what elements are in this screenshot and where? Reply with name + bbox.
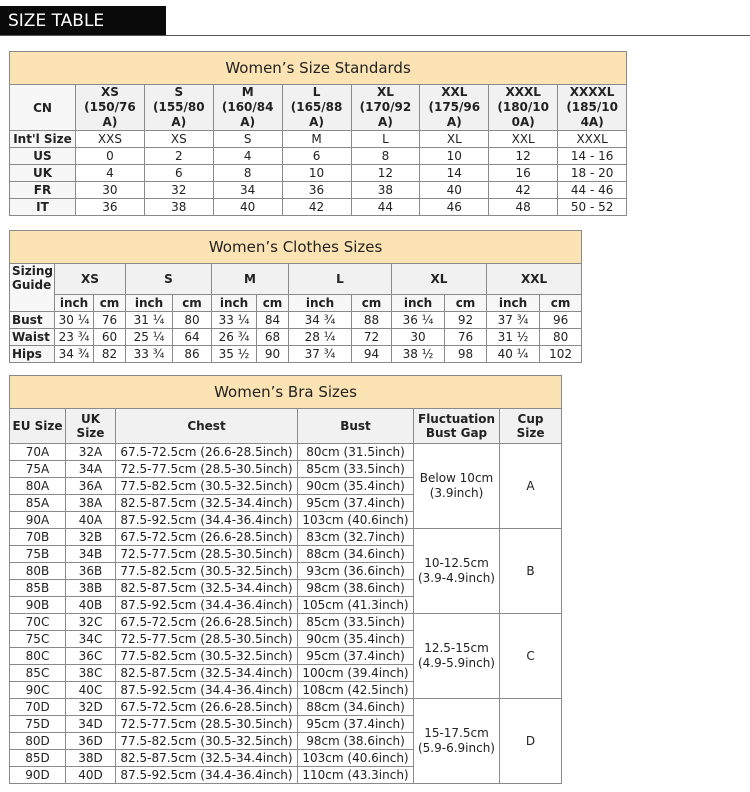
- chest-cell: 72.5-77.5cm (28.5-30.5inch): [116, 461, 298, 478]
- cell: 82: [94, 346, 126, 363]
- unit-header: inch: [126, 295, 173, 312]
- cell: 25 ¼: [126, 329, 173, 346]
- cell: 76: [445, 329, 487, 346]
- cell: 94: [352, 346, 392, 363]
- table-row: [10, 529, 562, 546]
- size-header: XXL (175/96 A): [420, 85, 489, 131]
- eu-size-cell: 85C: [10, 665, 66, 682]
- cell: 48: [489, 199, 558, 216]
- cell: 18 - 20: [558, 165, 627, 182]
- eu-size-cell: 80D: [10, 733, 66, 750]
- cell: 2: [144, 148, 213, 165]
- cell: 80: [173, 312, 212, 329]
- bust-cell: 93cm (36.6inch): [298, 563, 414, 580]
- eu-size-cell: 75A: [10, 461, 66, 478]
- cell: 16: [489, 165, 558, 182]
- cell: 40 ¼: [487, 346, 540, 363]
- chest-cell: 77.5-82.5cm (30.5-32.5inch): [116, 478, 298, 495]
- bust-cell: 103cm (40.6inch): [298, 750, 414, 767]
- row-label: US: [10, 148, 76, 165]
- chest-cell: 67.5-72.5cm (26.6-28.5inch): [116, 614, 298, 631]
- cell: 10: [282, 165, 351, 182]
- uk-size-cell: 40A: [66, 512, 116, 529]
- cell: 31 ½: [487, 329, 540, 346]
- cell: 50 - 52: [558, 199, 627, 216]
- table-row: [10, 182, 627, 199]
- eu-size-cell: 85D: [10, 750, 66, 767]
- bust-cell: 105cm (41.3inch): [298, 597, 414, 614]
- fluctuation-cell: 15-17.5cm (5.9-6.9inch): [414, 699, 500, 784]
- bra-sizes-table: [9, 375, 562, 784]
- cell: 36: [282, 182, 351, 199]
- cell: 44: [351, 199, 420, 216]
- unit-header: cm: [445, 295, 487, 312]
- cell: 42: [282, 199, 351, 216]
- cell: 34: [213, 182, 282, 199]
- table-row: [10, 312, 582, 329]
- uk-size-cell: 36D: [66, 733, 116, 750]
- cell: L: [351, 131, 420, 148]
- cell: 38: [351, 182, 420, 199]
- eu-size-cell: 70B: [10, 529, 66, 546]
- sizing-guide-label: Sizing Guide: [10, 264, 55, 312]
- cell: 92: [445, 312, 487, 329]
- bust-cell: 95cm (37.4inch): [298, 495, 414, 512]
- uk-size-cell: 34B: [66, 546, 116, 563]
- cell: 30: [76, 182, 145, 199]
- size-header: L (165/88 A): [282, 85, 351, 131]
- cell: 36: [76, 199, 145, 216]
- chest-cell: 87.5-92.5cm (34.4-36.4inch): [116, 767, 298, 784]
- cell: 8: [213, 165, 282, 182]
- cell: 64: [173, 329, 212, 346]
- size-standards-caption: Women’s Size Standards: [10, 52, 627, 85]
- uk-size-cell: 32D: [66, 699, 116, 716]
- size-header: XXXXL (185/10 4A): [558, 85, 627, 131]
- cell: 33 ¼: [212, 312, 257, 329]
- table-row: [10, 329, 582, 346]
- chest-cell: 67.5-72.5cm (26.6-28.5inch): [116, 444, 298, 461]
- bust-cell: 98cm (38.6inch): [298, 733, 414, 750]
- eu-size-cell: 80A: [10, 478, 66, 495]
- cell: 4: [213, 148, 282, 165]
- cell: 6: [144, 165, 213, 182]
- unit-header: cm: [540, 295, 582, 312]
- uk-size-cell: 34D: [66, 716, 116, 733]
- cell: 31 ¼: [126, 312, 173, 329]
- cell: 14 - 16: [558, 148, 627, 165]
- unit-header: inch: [487, 295, 540, 312]
- cell: 35 ½: [212, 346, 257, 363]
- bust-cell: 100cm (39.4inch): [298, 665, 414, 682]
- eu-size-cell: 80B: [10, 563, 66, 580]
- size-header: M: [212, 264, 289, 295]
- cell: 12: [489, 148, 558, 165]
- bust-cell: 95cm (37.4inch): [298, 648, 414, 665]
- cell: 60: [94, 329, 126, 346]
- table-row: [10, 444, 562, 461]
- cup-size-cell: A: [500, 444, 562, 529]
- size-header: XS: [55, 264, 126, 295]
- fluctuation-cell: 10-12.5cm (3.9-4.9inch): [414, 529, 500, 614]
- cell: 102: [540, 346, 582, 363]
- size-header: XS (150/76 A): [76, 85, 145, 131]
- size-header: XXL: [487, 264, 582, 295]
- cell: 68: [257, 329, 289, 346]
- bust-cell: 85cm (33.5inch): [298, 461, 414, 478]
- row-label-cn: CN: [10, 85, 76, 131]
- chest-cell: 72.5-77.5cm (28.5-30.5inch): [116, 631, 298, 648]
- eu-size-cell: 90D: [10, 767, 66, 784]
- cell: 40: [420, 182, 489, 199]
- unit-header: cm: [94, 295, 126, 312]
- uk-size-cell: 40C: [66, 682, 116, 699]
- uk-size-cell: 32A: [66, 444, 116, 461]
- eu-size-cell: 90A: [10, 512, 66, 529]
- header-divider: [0, 35, 750, 36]
- chest-cell: 87.5-92.5cm (34.4-36.4inch): [116, 597, 298, 614]
- table-row: [10, 346, 582, 363]
- size-header: M (160/84 A): [213, 85, 282, 131]
- bra-sizes-caption: Women’s Bra Sizes: [10, 376, 562, 409]
- table-row: [10, 165, 627, 182]
- cell: M: [282, 131, 351, 148]
- eu-size-cell: 70A: [10, 444, 66, 461]
- uk-size-cell: 34C: [66, 631, 116, 648]
- row-label: UK: [10, 165, 76, 182]
- chest-cell: 82.5-87.5cm (32.5-34.4inch): [116, 750, 298, 767]
- uk-size-cell: 36C: [66, 648, 116, 665]
- cell: 8: [351, 148, 420, 165]
- cell: XS: [144, 131, 213, 148]
- cell: 80: [540, 329, 582, 346]
- cell: 26 ¾: [212, 329, 257, 346]
- cell: 37 ¾: [289, 346, 352, 363]
- cell: 34 ¾: [55, 346, 94, 363]
- uk-size-header: UK Size: [66, 409, 116, 444]
- bust-cell: 83cm (32.7inch): [298, 529, 414, 546]
- eu-size-cell: 75C: [10, 631, 66, 648]
- cell: 10: [420, 148, 489, 165]
- cell: XXXL: [558, 131, 627, 148]
- fluctuation-cell: Below 10cm (3.9inch): [414, 444, 500, 529]
- table-row: [10, 699, 562, 716]
- uk-size-cell: 38C: [66, 665, 116, 682]
- cell: 96: [540, 312, 582, 329]
- cell: 23 ¾: [55, 329, 94, 346]
- eu-size-cell: 85A: [10, 495, 66, 512]
- chest-cell: 67.5-72.5cm (26.6-28.5inch): [116, 699, 298, 716]
- eu-size-cell: 80C: [10, 648, 66, 665]
- clothes-sizes-caption: Women’s Clothes Sizes: [10, 231, 582, 264]
- uk-size-cell: 36A: [66, 478, 116, 495]
- page-title: SIZE TABLE: [0, 6, 166, 36]
- bust-cell: 88cm (34.6inch): [298, 546, 414, 563]
- cell: XL: [420, 131, 489, 148]
- cell: 40: [213, 199, 282, 216]
- cell: 38: [144, 199, 213, 216]
- eu-size-cell: 75B: [10, 546, 66, 563]
- table-row: [10, 614, 562, 631]
- eu-size-cell: 90B: [10, 597, 66, 614]
- uk-size-cell: 38B: [66, 580, 116, 597]
- uk-size-cell: 40D: [66, 767, 116, 784]
- size-header: XXXL (180/10 0A): [489, 85, 558, 131]
- size-table-header: [0, 6, 750, 38]
- eu-size-cell: 70C: [10, 614, 66, 631]
- chest-cell: 77.5-82.5cm (30.5-32.5inch): [116, 563, 298, 580]
- cell: 30: [392, 329, 445, 346]
- table-row: [10, 199, 627, 216]
- cell: 38 ½: [392, 346, 445, 363]
- table-row: [10, 148, 627, 165]
- cell: 42: [489, 182, 558, 199]
- chest-cell: 87.5-92.5cm (34.4-36.4inch): [116, 512, 298, 529]
- cell: 90: [257, 346, 289, 363]
- cell: 98: [445, 346, 487, 363]
- cell: 36 ¼: [392, 312, 445, 329]
- size-header: L: [289, 264, 392, 295]
- unit-header: cm: [257, 295, 289, 312]
- cell: 33 ¾: [126, 346, 173, 363]
- eu-size-cell: 75D: [10, 716, 66, 733]
- cup-size-header: Cup Size: [500, 409, 562, 444]
- size-header: S: [126, 264, 212, 295]
- cell: 84: [257, 312, 289, 329]
- cell: 72: [352, 329, 392, 346]
- bust-cell: 103cm (40.6inch): [298, 512, 414, 529]
- unit-header: inch: [55, 295, 94, 312]
- chest-cell: 82.5-87.5cm (32.5-34.4inch): [116, 580, 298, 597]
- cup-size-cell: D: [500, 699, 562, 784]
- unit-header: inch: [212, 295, 257, 312]
- fluctuation-cell: 12.5-15cm (4.9-5.9inch): [414, 614, 500, 699]
- bust-cell: 80cm (31.5inch): [298, 444, 414, 461]
- row-label: IT: [10, 199, 76, 216]
- unit-header: inch: [289, 295, 352, 312]
- cell: 76: [94, 312, 126, 329]
- unit-header: cm: [173, 295, 212, 312]
- cell: 28 ¼: [289, 329, 352, 346]
- row-label: FR: [10, 182, 76, 199]
- cell: XXS: [76, 131, 145, 148]
- bust-cell: 108cm (42.5inch): [298, 682, 414, 699]
- cup-size-cell: C: [500, 614, 562, 699]
- cell: 86: [173, 346, 212, 363]
- cell: 46: [420, 199, 489, 216]
- bust-cell: 85cm (33.5inch): [298, 614, 414, 631]
- uk-size-cell: 32C: [66, 614, 116, 631]
- uk-size-cell: 34A: [66, 461, 116, 478]
- cell: 88: [352, 312, 392, 329]
- cell: 32: [144, 182, 213, 199]
- table-row: [10, 131, 627, 148]
- cell: S: [213, 131, 282, 148]
- unit-header: cm: [352, 295, 392, 312]
- unit-header: inch: [392, 295, 445, 312]
- bust-cell: 88cm (34.6inch): [298, 699, 414, 716]
- bust-cell: 95cm (37.4inch): [298, 716, 414, 733]
- chest-cell: 77.5-82.5cm (30.5-32.5inch): [116, 648, 298, 665]
- bust-header: Bust: [298, 409, 414, 444]
- row-label: Waist: [10, 329, 55, 346]
- cell: 37 ¾: [487, 312, 540, 329]
- chest-cell: 87.5-92.5cm (34.4-36.4inch): [116, 682, 298, 699]
- cell: 14: [420, 165, 489, 182]
- bust-cell: 90cm (35.4inch): [298, 478, 414, 495]
- bust-cell: 90cm (35.4inch): [298, 631, 414, 648]
- chest-cell: 82.5-87.5cm (32.5-34.4inch): [116, 665, 298, 682]
- size-standards-table: [9, 51, 627, 216]
- clothes-sizes-table: [9, 230, 582, 363]
- eu-size-header: EU Size: [10, 409, 66, 444]
- eu-size-cell: 85B: [10, 580, 66, 597]
- row-label: Hips: [10, 346, 55, 363]
- cell: XXL: [489, 131, 558, 148]
- size-header: S (155/80 A): [144, 85, 213, 131]
- cell: 12: [351, 165, 420, 182]
- uk-size-cell: 32B: [66, 529, 116, 546]
- chest-header: Chest: [116, 409, 298, 444]
- row-label: Int'l Size: [10, 131, 76, 148]
- uk-size-cell: 38D: [66, 750, 116, 767]
- eu-size-cell: 70D: [10, 699, 66, 716]
- bust-cell: 110cm (43.3inch): [298, 767, 414, 784]
- uk-size-cell: 40B: [66, 597, 116, 614]
- size-header: XL (170/92 A): [351, 85, 420, 131]
- cell: 4: [76, 165, 145, 182]
- row-label: Bust: [10, 312, 55, 329]
- chest-cell: 82.5-87.5cm (32.5-34.4inch): [116, 495, 298, 512]
- chest-cell: 67.5-72.5cm (26.6-28.5inch): [116, 529, 298, 546]
- uk-size-cell: 36B: [66, 563, 116, 580]
- uk-size-cell: 38A: [66, 495, 116, 512]
- bust-cell: 98cm (38.6inch): [298, 580, 414, 597]
- cell: 44 - 46: [558, 182, 627, 199]
- chest-cell: 72.5-77.5cm (28.5-30.5inch): [116, 716, 298, 733]
- size-header: XL: [392, 264, 487, 295]
- cell: 30 ¼: [55, 312, 94, 329]
- chest-cell: 77.5-82.5cm (30.5-32.5inch): [116, 733, 298, 750]
- cell: 6: [282, 148, 351, 165]
- fluctuation-header: Fluctuation Bust Gap: [414, 409, 500, 444]
- cell: 0: [76, 148, 145, 165]
- cup-size-cell: B: [500, 529, 562, 614]
- cell: 34 ¾: [289, 312, 352, 329]
- chest-cell: 72.5-77.5cm (28.5-30.5inch): [116, 546, 298, 563]
- eu-size-cell: 90C: [10, 682, 66, 699]
